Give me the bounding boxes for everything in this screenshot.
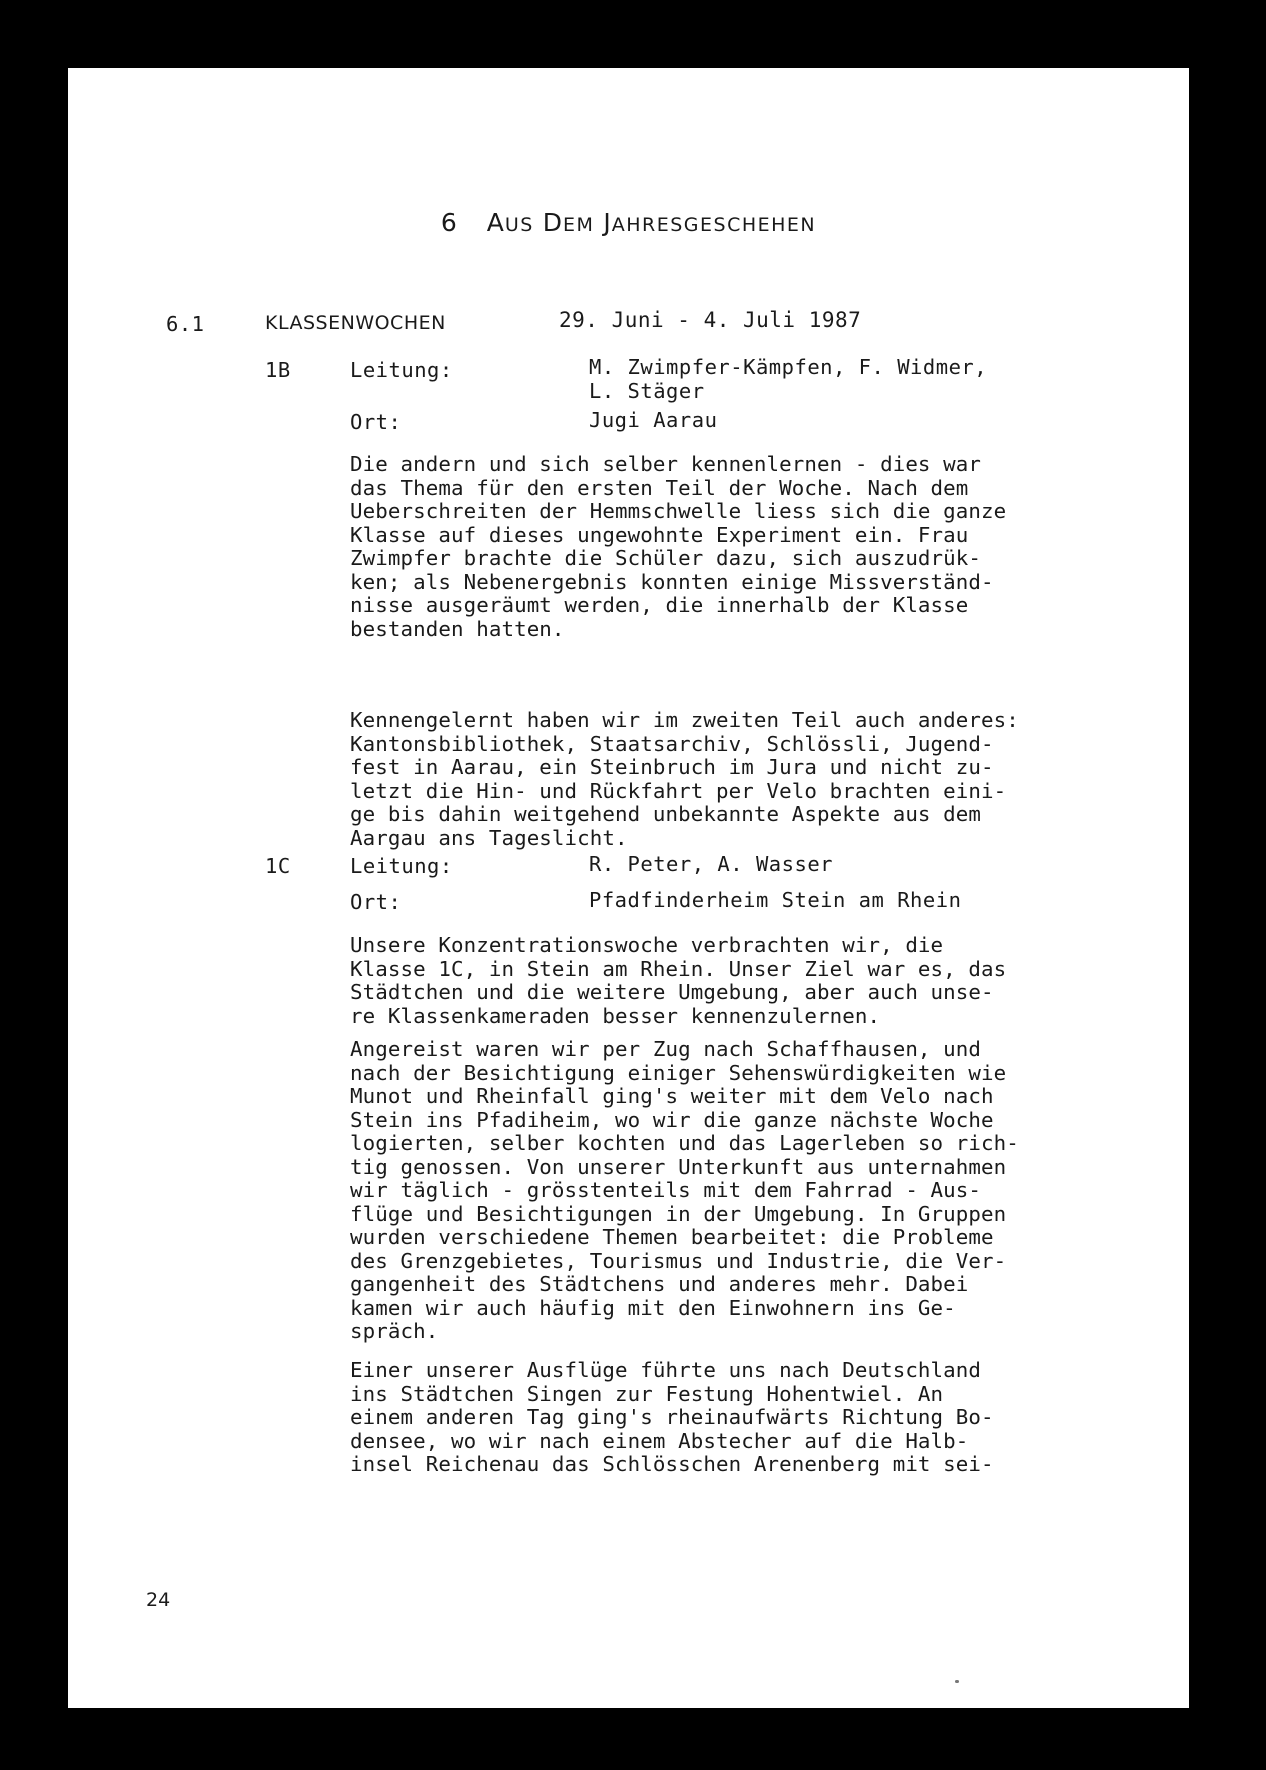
ort-label: Ort: (350, 410, 402, 434)
chapter-title-word: AUS (486, 208, 534, 237)
page-number: 24 (146, 1589, 171, 1611)
paragraph: Einer unserer Ausflüge führte uns nach Deutschland ins Städtchen Singen zur Festung Hohentwiel. An einem anderen Tag ging's rheinaufwärts Richtung Bo- densee, wo wir nach einem Abstecher auf die Halb- insel Reichenau das Schlösschen Arenenberg mit sei- (350, 1358, 994, 1476)
leitung-label: Leitung: (350, 358, 453, 382)
section-title: KLASSENWOCHEN (265, 312, 446, 334)
class-id: 1C (265, 854, 291, 878)
leitung-value: M. Zwimpfer-Kämpfen, F. Widmer, L. Stäger (589, 355, 988, 403)
chapter-number: 6 (440, 208, 458, 237)
paragraph: Die andern und sich selber kennenlernen - dies war das Thema für den ersten Teil der Woche. Nach dem Ueberschreiten der Hemmschwelle liess sich die ganze Klasse auf dieses ungewohnte Experiment ein. Frau Zwimpfer brachte die Schüler dazu, sich auszudrük- ken; als Nebenergebnis konnten einige Missverständ- nisse ausgeräumt werden, die innerhalb der Klasse bestanden hatten. (350, 452, 1007, 641)
ort-label: Ort: (350, 890, 402, 914)
paragraph: Unsere Konzentrationswoche verbrachten wir, die Klasse 1C, in Stein am Rhein. Unser Ziel war es, das Städtchen und die weitere Umgebung, aber auch unse- re Klassenkameraden besser kennenzulernen. (350, 933, 1007, 1028)
paragraph: Kennengelernt haben wir im zweiten Teil auch anderes: Kantonsbibliothek, Staatsarchiv, Schlössli, Jugend- fest in Aarau, ein Steinbruch im Jura und nicht zu- letzt die Hin- und Rückfahrt per Velo brachten eini- ge bis dahin weitgehend unbekannte Aspekte aus dem Aargau ans Tageslicht. (350, 708, 1019, 850)
ort-value: Pfadfinderheim Stein am Rhein (589, 888, 962, 912)
chapter-title-word: DEM (542, 208, 595, 237)
scan-speck (955, 1680, 959, 1683)
class-id: 1B (265, 358, 291, 382)
ort-value: Jugi Aarau (589, 408, 718, 432)
chapter-heading (68, 208, 1189, 237)
chapter-title-word: JAHRESGESCHEHEN (603, 208, 817, 237)
document-page (68, 68, 1189, 1708)
section-date: 29. Juni - 4. Juli 1987 (559, 308, 862, 332)
leitung-label: Leitung: (350, 854, 453, 878)
leitung-value: R. Peter, A. Wasser (589, 852, 833, 876)
section-number: 6.1 (166, 312, 205, 336)
chapter-title (487, 208, 816, 237)
paragraph: Angereist waren wir per Zug nach Schaffhausen, und nach der Besichtigung einiger Sehenswürdigkeiten wie Munot und Rheinfall ging's weiter mit dem Velo nach Stein ins Pfadiheim, wo wir die ganze nächste Woche logierten, selber kochten und das Lagerleben so rich- tig genossen. Von unserer Unterkunft aus unternahmen wir täglich - grösstenteils mit dem Fahrrad - Aus- flüge und Besichtigungen in der Umgebung. In Gruppen wurden verschiedene Themen bearbeitet: die Probleme des Grenzgebietes, Tourismus und Industrie, die Ver- gangenheit des Städtchens und anderes mehr. Dabei kamen wir auch häufig mit den Einwohnern ins Ge- spräch. (350, 1037, 1019, 1343)
